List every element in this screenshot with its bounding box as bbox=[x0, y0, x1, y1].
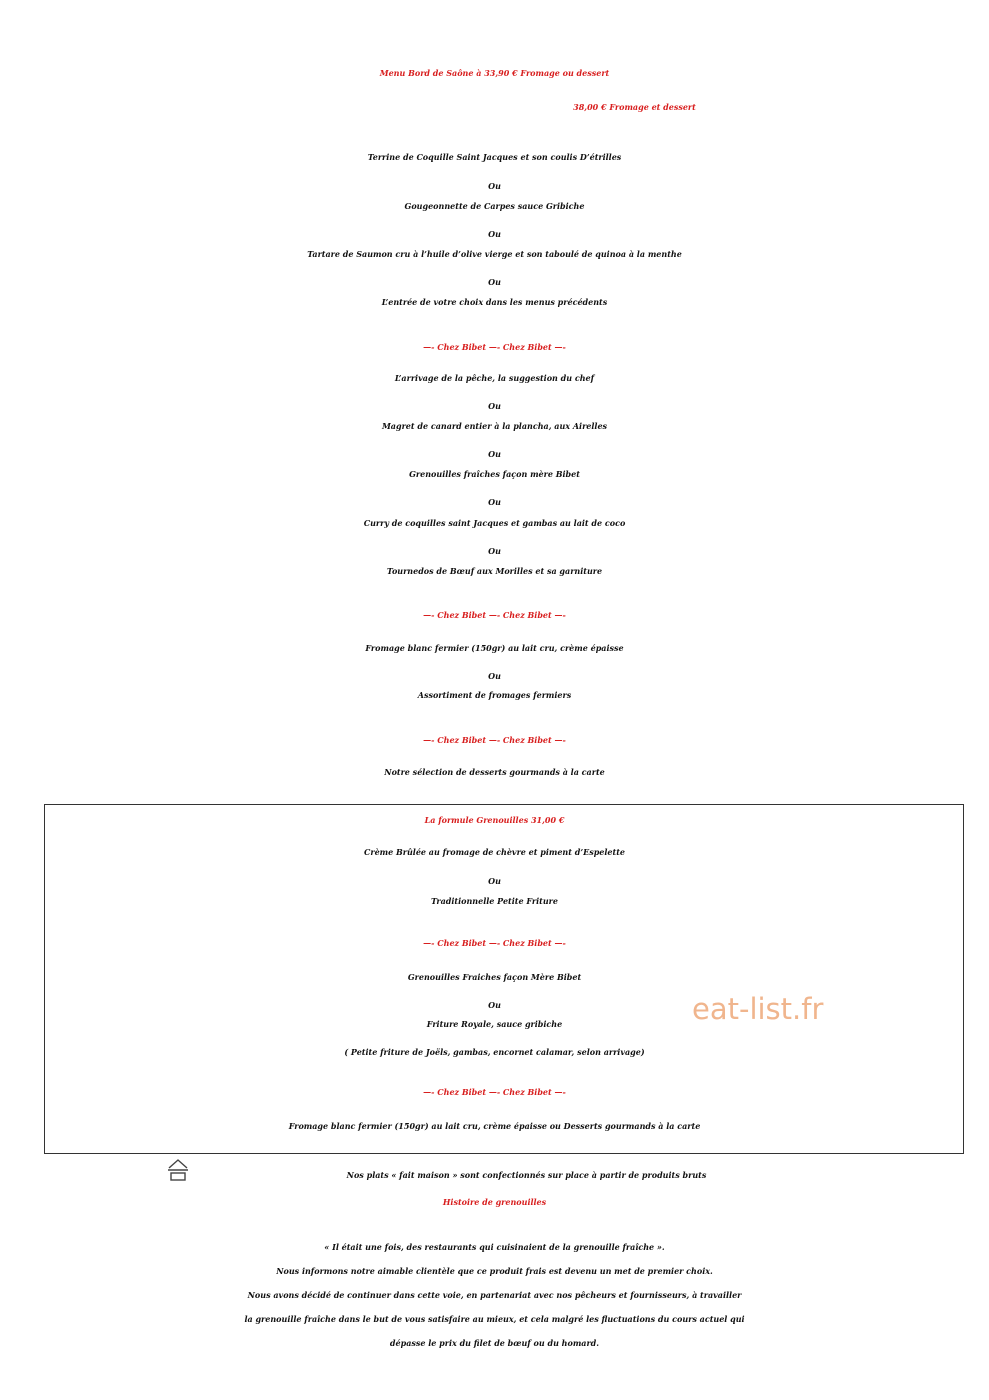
formule-entree-item: Traditionnelle Petite Friture bbox=[431, 896, 558, 906]
plat-item: L’arrivage de la pêche, la suggestion du chef bbox=[394, 373, 595, 383]
formule-plat-note: ( Petite friture de Joëls, gambas, encornet calamar, selon arrivage) bbox=[344, 1047, 645, 1057]
plat-item: Grenouilles fraîches façon mère Bibet bbox=[409, 469, 580, 479]
separator: —- Chez Bibet —- Chez Bibet —- bbox=[423, 1087, 566, 1097]
story-title: Histoire de grenouilles bbox=[442, 1197, 547, 1207]
separator: —- Chez Bibet —- Chez Bibet —- bbox=[423, 342, 566, 352]
fait-maison-note: Nos plats « fait maison » sont confectionnés sur place à partir de produits bruts bbox=[346, 1170, 707, 1180]
entree-item: L’entrée de votre choix dans les menus précédents bbox=[381, 297, 608, 307]
entree-item: Tartare de Saumon cru à l’huile d’olive vierge et son taboulé de quinoa à la menthe bbox=[307, 249, 682, 259]
desserts-line: Notre sélection de desserts gourmands à la carte bbox=[384, 767, 605, 777]
ou-label: Ou bbox=[488, 671, 501, 681]
formule-plat-item: Grenouilles Fraiches façon Mère Bibet bbox=[407, 972, 582, 982]
formule-final-line: Fromage blanc fermier (150gr) au lait cru, crème épaisse ou Desserts gourmands à la carte bbox=[288, 1121, 701, 1131]
plat-item: Curry de coquilles saint Jacques et gambas au lait de coco bbox=[363, 518, 626, 528]
formule-plat-item: Friture Royale, sauce gribiche bbox=[426, 1019, 563, 1029]
ou-label: Ou bbox=[488, 401, 501, 411]
formule-entree-item: Crème Brûlée au fromage de chèvre et piment d’Espelette bbox=[363, 847, 625, 857]
entree-item: Terrine de Coquille Saint Jacques et son coulis D’étrilles bbox=[367, 152, 622, 162]
plat-item: Magret de canard entier à la plancha, aux Airelles bbox=[381, 421, 608, 431]
separator: —- Chez Bibet —- Chez Bibet —- bbox=[423, 735, 566, 745]
story-line: Nous informons notre aimable clientèle que ce produit frais est devenu un met de premier choix. bbox=[276, 1266, 713, 1276]
watermark-text: eat-list.fr bbox=[692, 992, 824, 1026]
ou-label: Ou bbox=[488, 277, 501, 287]
plat-item: Tournedos de Bœuf aux Morilles et sa garniture bbox=[386, 566, 603, 576]
separator: —- Chez Bibet —- Chez Bibet —- bbox=[423, 610, 566, 620]
story-line: dépasse le prix du filet de bœuf ou du homard. bbox=[389, 1338, 600, 1348]
fromage-item: Fromage blanc fermier (150gr) au lait cru, crème épaisse bbox=[365, 643, 624, 653]
story-line: la grenouille fraîche dans le but de vous satisfaire au mieux, et cela malgré les fluctuations du cours actuel qui bbox=[244, 1314, 745, 1324]
menu-title-line-1: Menu Bord de Saône à 33,90 € Fromage ou dessert bbox=[379, 68, 610, 78]
ou-label: Ou bbox=[488, 1000, 501, 1010]
fromage-item: Assortiment de fromages fermiers bbox=[417, 690, 572, 700]
separator: —- Chez Bibet —- Chez Bibet —- bbox=[423, 938, 566, 948]
entree-item: Gougeonnette de Carpes sauce Gribiche bbox=[404, 201, 585, 211]
story-line: Nous avons décidé de continuer dans cette voie, en partenariat avec nos pêcheurs et fournisseurs, à travailler bbox=[247, 1290, 742, 1300]
ou-label: Ou bbox=[488, 449, 501, 459]
ou-label: Ou bbox=[488, 181, 501, 191]
menu-title-line-2: 38,00 € Fromage et dessert bbox=[573, 102, 696, 112]
ou-label: Ou bbox=[488, 497, 501, 507]
story-line: « Il était une fois, des restaurants qui cuisinaient de la grenouille fraîche ». bbox=[324, 1242, 665, 1252]
formule-title: La formule Grenouilles 31,00 € bbox=[424, 815, 565, 825]
ou-label: Ou bbox=[488, 229, 501, 239]
ou-label: Ou bbox=[488, 546, 501, 556]
ou-label: Ou bbox=[488, 876, 501, 886]
